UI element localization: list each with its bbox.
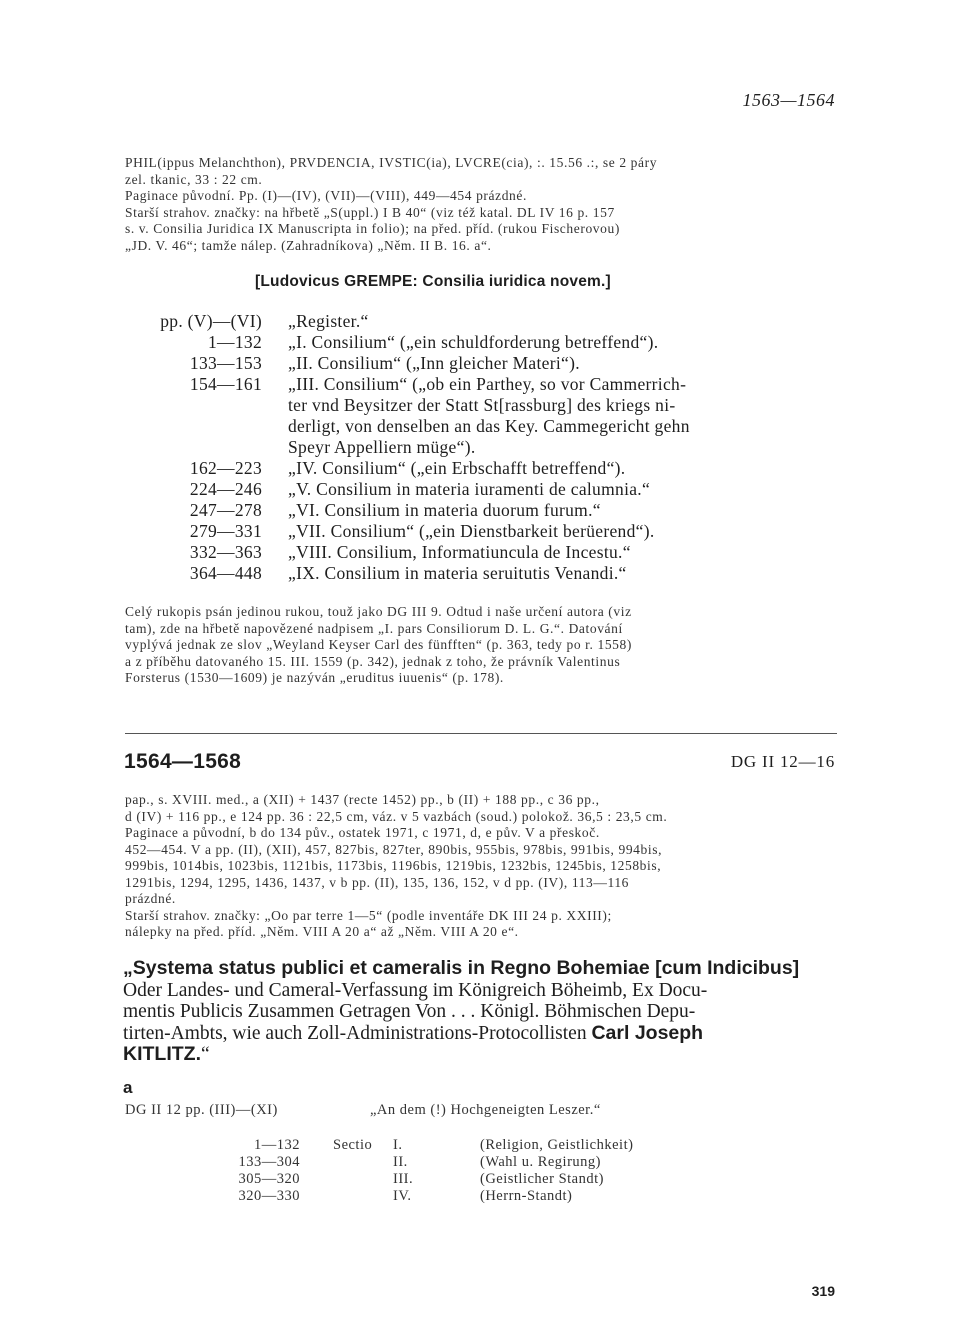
contents-row (120, 458, 840, 479)
text-line: Forsterus (1530—1609) je nazýván „eruditus iuuenis“ (p. 178). (125, 670, 504, 685)
text-line: a z příběhu datovaného 15. III. 1559 (p. 342), jednak z toho, že právník Valentinus (125, 653, 621, 669)
volume-incipit: „An dem (!) Hochgeneigten Leszer.“ (370, 1102, 601, 1118)
author-name: Carl Joseph (591, 1021, 704, 1044)
page-range: 247—278 (189, 500, 262, 520)
work-title (123, 958, 837, 1066)
section-row (125, 1188, 685, 1205)
author-surname: KITLITZ. (123, 1043, 201, 1065)
section-row (125, 1137, 685, 1154)
contents-text: derligt, von denselben an das Key. Cammegericht gehn (288, 416, 690, 436)
section-range: 1—132 (254, 1137, 300, 1153)
contents-row (120, 479, 840, 500)
section-number: III. (393, 1171, 414, 1187)
contents-text: „VII. Consilium“ („ein Dienstbarkeit berüerend“). (288, 521, 655, 541)
page-number: 319 (811, 1283, 835, 1299)
section-number: II. (393, 1154, 408, 1170)
contents-text: Speyr Appelliern müge“). (288, 437, 476, 457)
text-line: pap., s. XVIII. med., a (XII) + 1437 (recte 1452) pp., b (II) + 188 pp., c 36 pp., (125, 792, 600, 807)
work-title-line: mentis Publicis Zusammen Getragen Von . . . Königl. Böhmischen Depu- (123, 1001, 696, 1022)
text-line: tam), zde na hřbetě napovězené nadpisem „I. pars Consiliorum D. L. G.“. Datování (125, 620, 623, 636)
text-line: 999bis, 1014bis, 1023bis, 1121bis, 1173bis, 1196bis, 1219bis, 1232bis, 1245bis, 1258bis, (125, 858, 662, 873)
contents-row (120, 311, 840, 332)
divider (125, 733, 837, 734)
volume-label: a (123, 1078, 133, 1097)
closing-quote: “ (200, 1044, 210, 1065)
text-line: 1291bis, 1294, 1295, 1436, 1437, v b pp. (II), 135, 136, 152, v d pp. (IV), 113—116 (125, 874, 630, 890)
page-range: 224—246 (189, 479, 262, 499)
contents-text: „IX. Consilium in materia seruitutis Venandi.“ (288, 563, 627, 583)
contents-text: „V. Consilium in materia iuramenti de calumnia.“ (288, 479, 651, 499)
text-line: Paginace a původní, b do 134 pův., ostatek 1971, c 1971, d, e pův. V a přeskoč. (125, 825, 600, 840)
section-description: (Religion, Geistlichkeit) (480, 1137, 634, 1153)
text-line: s. v. Consilia Juridica IX Manuscripta in folio); na před. příd. (rukou Fischerovou) (125, 221, 620, 236)
section-range: 133—304 (238, 1154, 300, 1170)
section-range: 305—320 (238, 1171, 300, 1187)
text-line: nálepky na před. příd. „Něm. VIII A 20 a“ až „Něm. VIII A 20 e“. (125, 924, 519, 939)
contents-row (120, 374, 840, 458)
contents-text: „III. Consilium“ („ob ein Parthey, so vor Cammerrich- (288, 374, 687, 394)
text-line: vyplývá jednak ze slov „Weyland Keyser Carl des fünfften“ (p. 363, tedy po r. 1558) (125, 637, 632, 652)
text-line: d (IV) + 116 pp., e 124 pp. 36 : 22,5 cm, váz. v 5 vazbách (soud.) polokož. 36,5 : 23,5 cm. (125, 808, 668, 824)
work-title-line: „Systema status publici et cameralis in Regno Bohemiae [cum Indicibus] (123, 957, 800, 979)
text-line: Paginace původní. Pp. (I)—(IV), (VII)—(VIII), 449—454 prázdné. (125, 188, 527, 203)
page-range: 133—153 (189, 353, 262, 373)
section-title: [Ludovicus GREMPE: Consilia iuridica novem.] (255, 273, 611, 290)
section-description: (Herrn-Standt) (480, 1188, 573, 1204)
contents-row (120, 500, 840, 521)
contents-text: ter vnd Beysitzer der Statt St[rassburg] des kriegs ni- (288, 395, 676, 415)
page-range: 1—132 (208, 332, 262, 352)
page-range: 162—223 (189, 458, 262, 478)
contents-list (120, 311, 840, 584)
text-line: Celý rukopis psán jedinou rukou, touž jako DG III 9. Odtud i naše určení autora (viz (125, 604, 632, 619)
entry-number: 1564—1568 (124, 750, 242, 773)
section-range: 320—330 (238, 1188, 300, 1204)
text-line: zel. tkanic, 33 : 22 cm. (125, 171, 263, 187)
shelf-signature: DG II 12—16 (730, 752, 835, 771)
contents-text: „VI. Consilium in materia duorum furum.“ (288, 500, 601, 520)
page-range: 154—161 (189, 374, 262, 394)
section-description: (Wahl u. Regirung) (480, 1154, 601, 1170)
text-line: „JD. V. 46“; tamže nálep. (Zahradníkova) „Něm. II B. 16. a“. (125, 237, 492, 253)
volume-pages: DG II 12 pp. (III)—(XI) (125, 1102, 278, 1118)
section-row (125, 1154, 685, 1171)
section-row (125, 1171, 685, 1188)
text-line: prázdné. (125, 891, 176, 906)
section-description: (Geistlicher Standt) (480, 1171, 604, 1187)
work-title-line: tirten-Ambts, wie auch Zoll-Administrations-Protocollisten (123, 1022, 592, 1044)
page-header: 1563—1564 (742, 90, 835, 110)
description-paragraph-3 (125, 792, 837, 941)
contents-row (120, 563, 840, 584)
contents-text: „IV. Consilium“ („ein Erbschafft betreffend“). (288, 458, 626, 478)
page-range: 279—331 (189, 521, 262, 541)
text-line: 452—454. V a pp. (II), (XII), 457, 827bis, 827ter, 890bis, 955bis, 978bis, 991bis, 994bis, (125, 841, 663, 857)
text-line: Starší strahov. značky: na hřbetě „S(uppl.) I B 40“ (viz též katal. DL IV 16 p. 157 (125, 204, 615, 220)
page-range: 364—448 (189, 563, 262, 583)
contents-row (120, 521, 840, 542)
section-number: IV. (393, 1188, 412, 1204)
section-number: I. (393, 1137, 403, 1153)
contents-text: „II. Consilium“ („Inn gleicher Materi“). (288, 353, 580, 373)
contents-text: „I. Consilium“ („ein schuldforderung betreffend“). (288, 332, 659, 352)
text-line: Starší strahov. značky: „Oo par terre 1—5“ (podle inventáře DK III 24 p. XXIII); (125, 907, 612, 923)
contents-row (120, 542, 840, 563)
sections-table (125, 1137, 685, 1205)
description-paragraph-2 (125, 604, 837, 687)
text-line: PHIL(ippus Melanchthon), PRVDENCIA, IVSTIC(ia), LVCRE(cia), :. 15.56 .:, se 2 páry (125, 155, 658, 170)
contents-text: „VIII. Consilium, Informatiuncula de Incestu.“ (288, 542, 631, 562)
page-range: pp. (V)—(VI) (160, 311, 262, 331)
contents-row (120, 353, 840, 374)
contents-row (120, 332, 840, 353)
contents-text: „Register.“ (288, 311, 369, 331)
description-paragraph-1 (125, 155, 837, 254)
work-title-line: Oder Landes- und Cameral-Verfassung im Königreich Böheimb, Ex Docu- (123, 979, 708, 1001)
page-range: 332—363 (189, 542, 262, 562)
section-word: Sectio (333, 1137, 373, 1153)
